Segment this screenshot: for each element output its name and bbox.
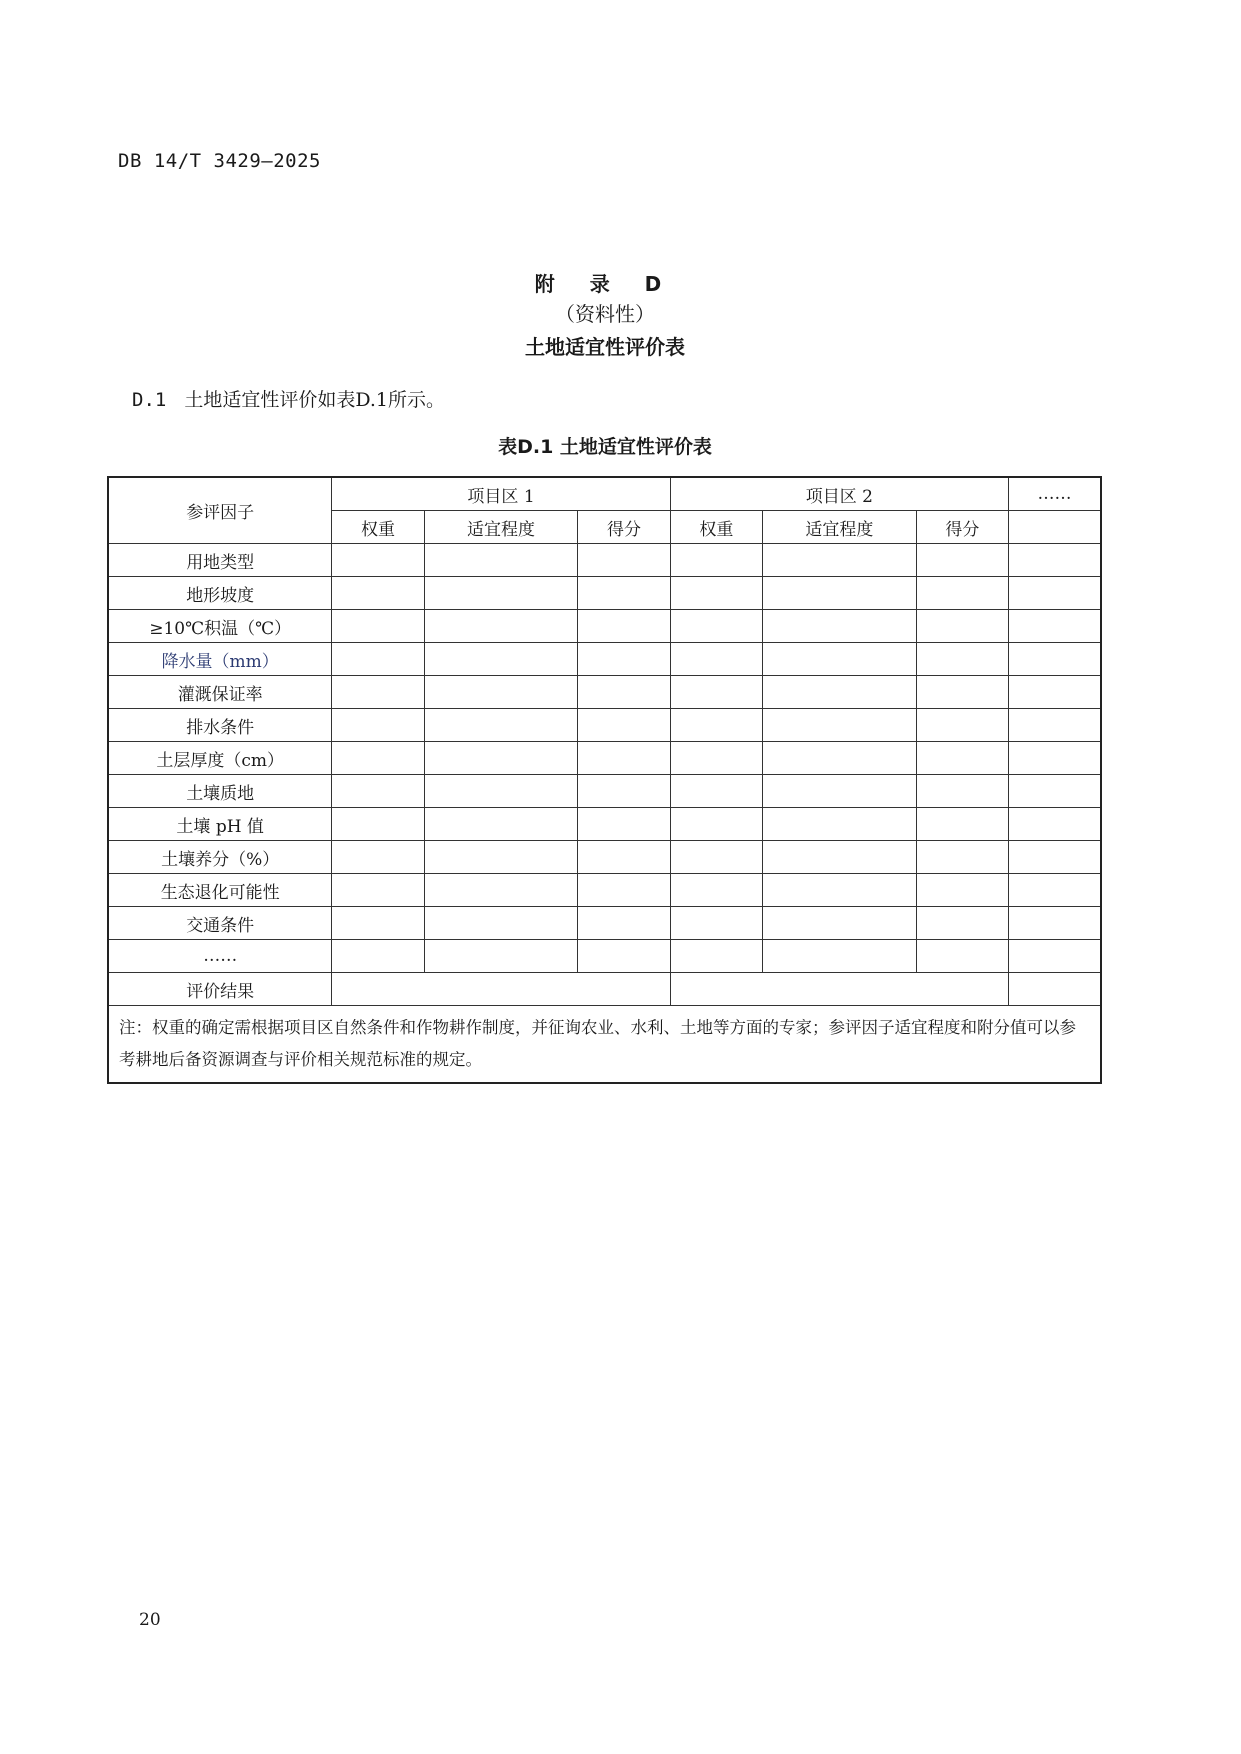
area2-header: 项目区 2 [670, 477, 1008, 511]
table-note: 注：权重的确定需根据项目区自然条件和作物耕作制度，并征询农业、水利、土地等方面的专家；参评因子适宜程度和附分值可以参考耕地后备资源调查与评价相关规范标准的规定。 [108, 1006, 1101, 1084]
weight-header: 权重 [332, 511, 424, 544]
suitability-header: 适宜程度 [424, 511, 578, 544]
table-caption: 表D.1 土地适宜性评价表 [498, 436, 712, 458]
document-code: DB 14/T 3429—2025 [118, 150, 321, 172]
factor-label: 灌溉保证率 [108, 676, 332, 709]
factor-label: …… [108, 940, 332, 973]
intro-number: D.1 [132, 389, 167, 411]
factor-label: 交通条件 [108, 907, 332, 940]
table-row [108, 709, 1101, 742]
factor-header: 参评因子 [108, 477, 332, 544]
intro-text: 土地适宜性评价如表D.1所示。 [184, 389, 446, 411]
evaluation-table [107, 476, 1102, 1084]
table-row [108, 610, 1101, 643]
page-number: 20 [139, 1610, 161, 1630]
table-row [108, 577, 1101, 610]
table-row [108, 676, 1101, 709]
table-row [108, 874, 1101, 907]
factor-label: 生态退化可能性 [108, 874, 332, 907]
score-header: 得分 [916, 511, 1008, 544]
note-row [108, 1006, 1101, 1084]
factor-label: 土壤 pH 值 [108, 808, 332, 841]
table-row [108, 907, 1101, 940]
result-more [1009, 973, 1101, 1006]
result-row [108, 973, 1101, 1006]
suitability-header: 适宜程度 [763, 511, 917, 544]
header-row-1 [108, 477, 1101, 511]
empty-cell [1009, 511, 1101, 544]
factor-label: 土层厚度（cm） [108, 742, 332, 775]
factor-label: 土壤质地 [108, 775, 332, 808]
result-label: 评价结果 [108, 973, 332, 1006]
table-row [108, 940, 1101, 973]
result-area1 [332, 973, 670, 1006]
table-row [108, 643, 1101, 676]
factor-label: 地形坡度 [108, 577, 332, 610]
more-areas-header: …… [1009, 477, 1101, 511]
area1-header: 项目区 1 [332, 477, 670, 511]
table-row [108, 544, 1101, 577]
annex-label: 附 录 D [534, 272, 676, 296]
annex-type: （资料性） [555, 302, 655, 326]
score-header: 得分 [578, 511, 670, 544]
table-row [108, 742, 1101, 775]
factor-label: 用地类型 [108, 544, 332, 577]
table-row [108, 841, 1101, 874]
factor-label: 土壤养分（%） [108, 841, 332, 874]
intro-paragraph [132, 385, 445, 412]
annex-title: 土地适宜性评价表 [525, 335, 685, 359]
table-row [108, 808, 1101, 841]
factor-label: ≥10℃积温（℃） [108, 610, 332, 643]
weight-header: 权重 [670, 511, 762, 544]
factor-label: 排水条件 [108, 709, 332, 742]
table-row [108, 775, 1101, 808]
result-area2 [670, 973, 1008, 1006]
factor-label: 降水量（mm） [108, 643, 332, 676]
